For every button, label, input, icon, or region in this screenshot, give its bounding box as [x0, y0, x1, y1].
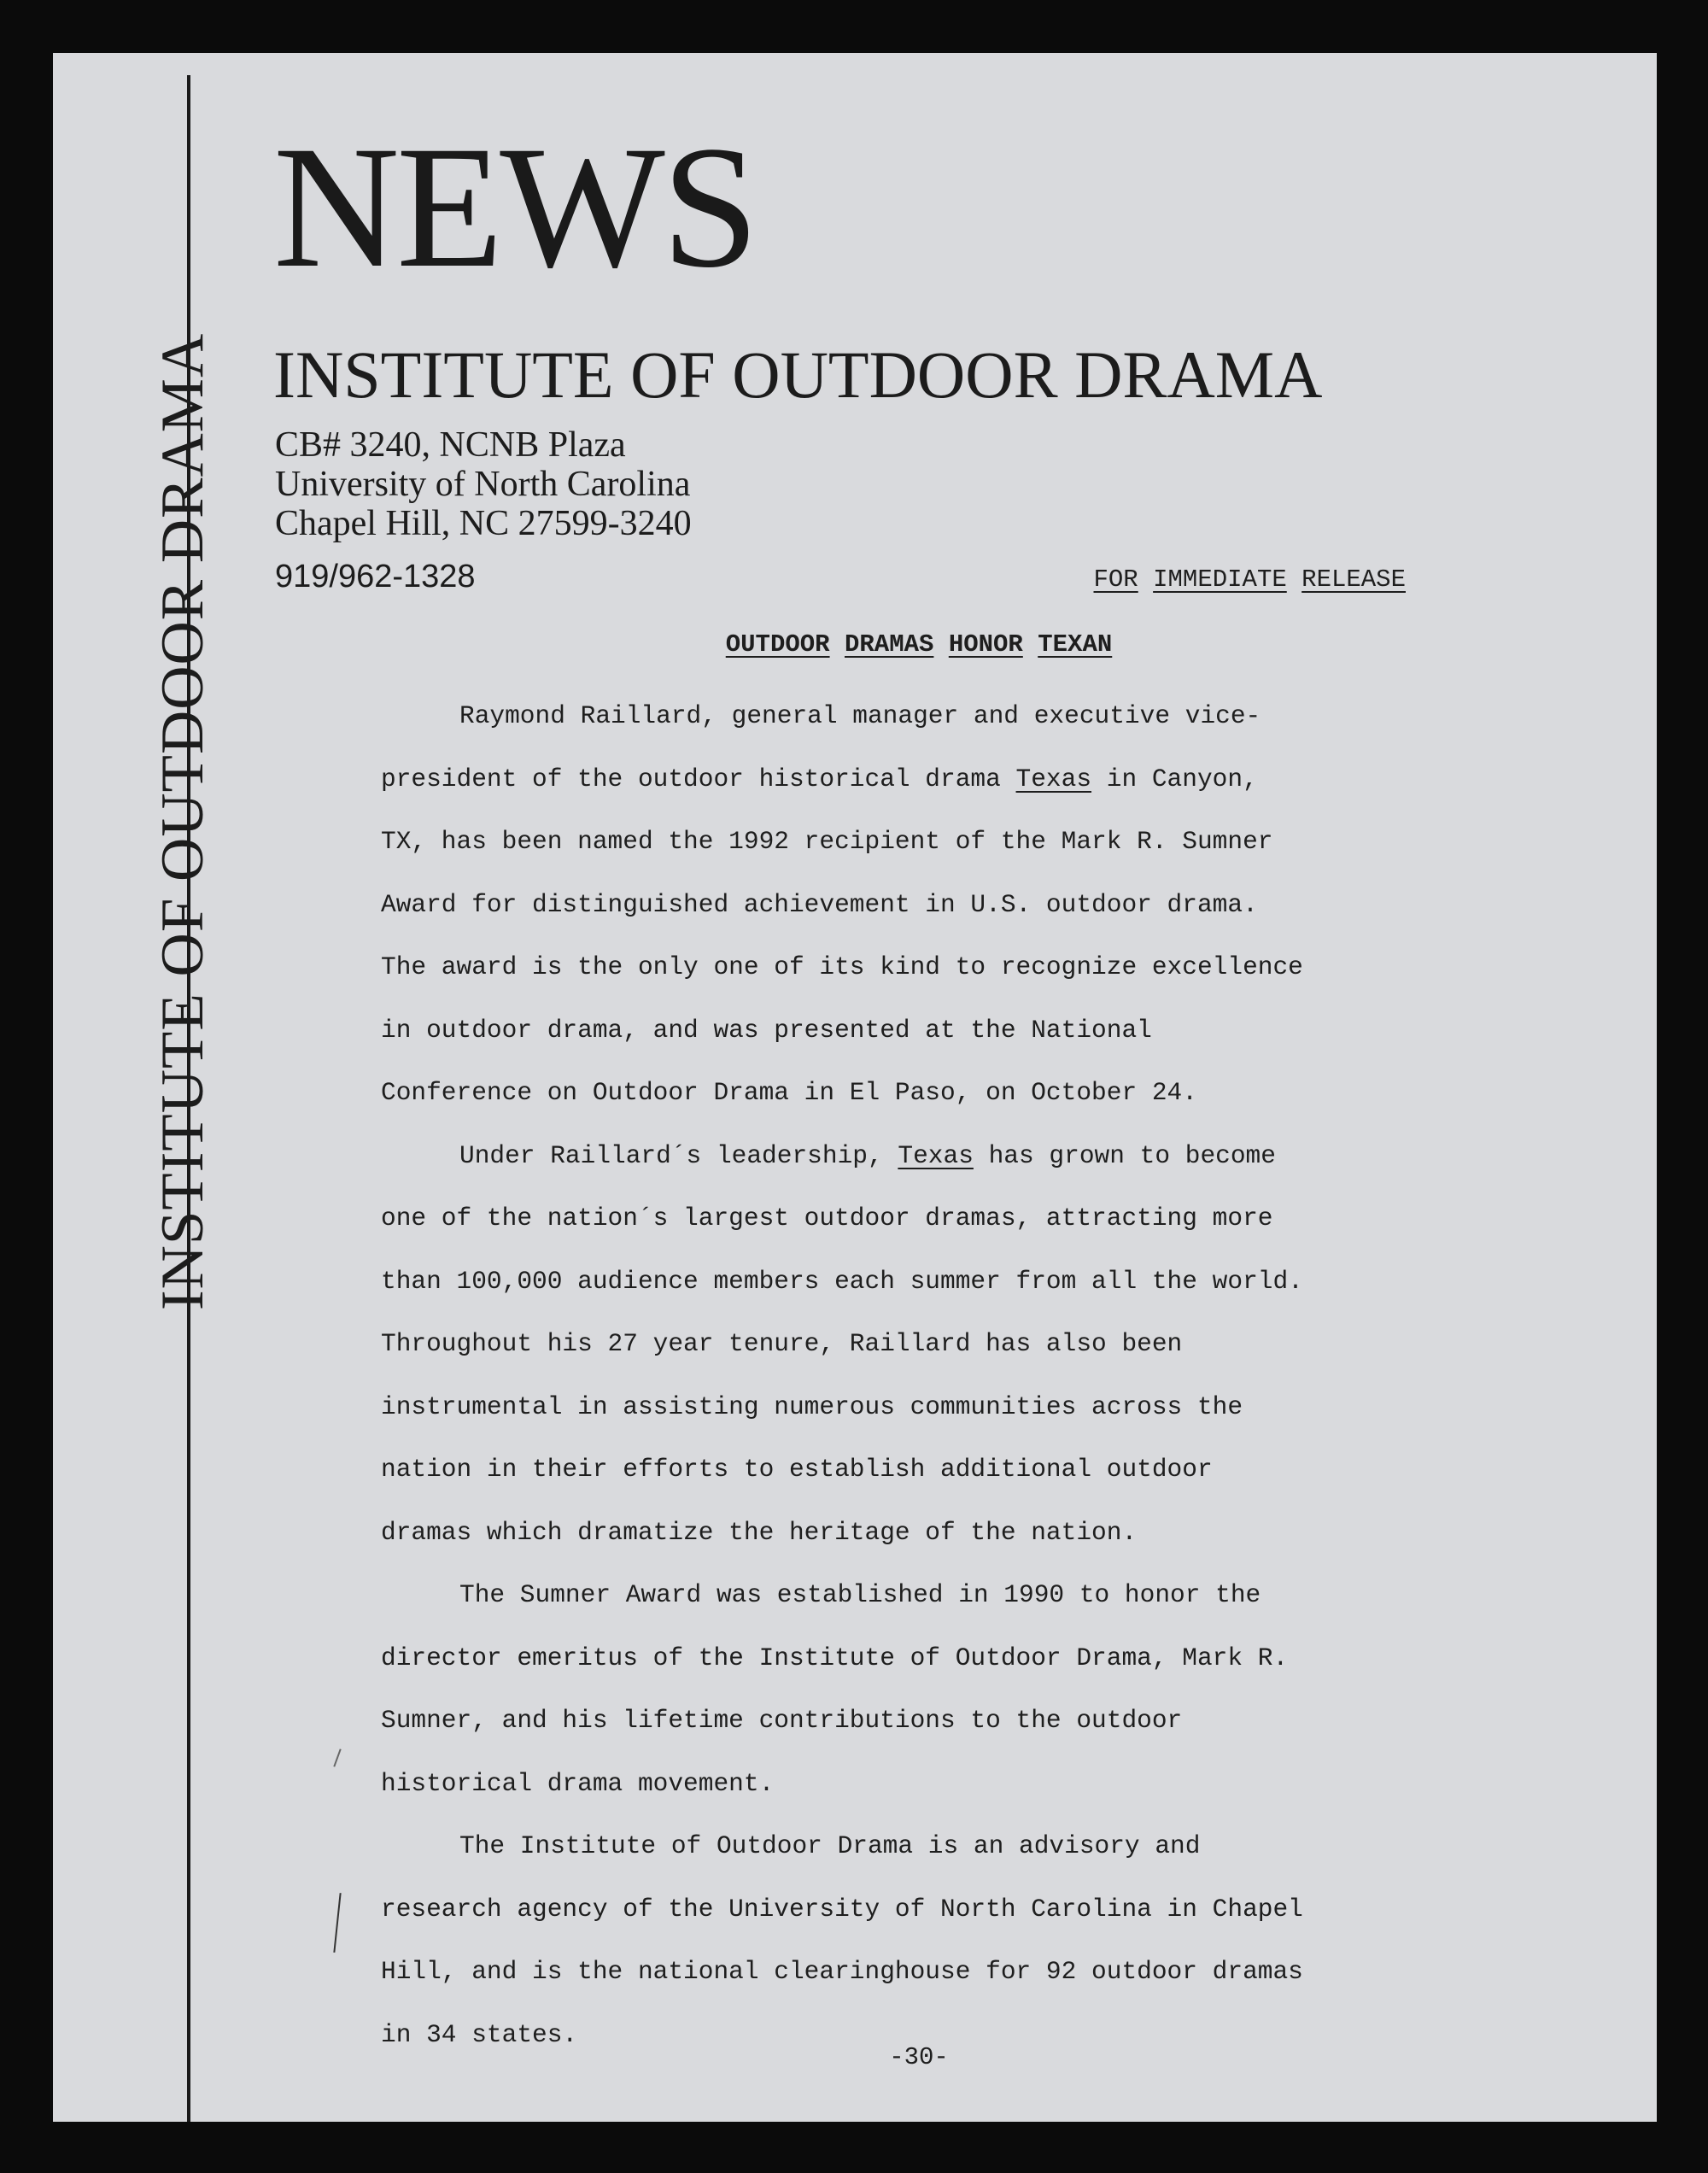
text-line: in outdoor drama, and was presented at the National [381, 1015, 1152, 1045]
text-line: director emeritus of the Institute of Outdoor Drama, Mark R. [381, 1643, 1289, 1672]
text-line: dramas which dramatize the heritage of the nation. [381, 1517, 1138, 1547]
headline-word: DRAMAS [844, 630, 934, 659]
text-segment: in Canyon, [1091, 764, 1258, 794]
text-line: in 34 states. [381, 2019, 578, 2049]
text-line: historical drama movement. [381, 1768, 775, 1798]
text-segment: has grown to become [973, 1140, 1276, 1170]
text-line: TX, has been named the 1992 recipient of the Mark R. Sumner [381, 827, 1273, 856]
text-line [381, 748, 1440, 811]
headline-word: OUTDOOR [725, 630, 830, 659]
end-mark: -30- [889, 2043, 949, 2071]
text-segment: president of the outdoor historical drama [381, 764, 1016, 794]
address-line-1: CB# 3240, NCNB Plaza [275, 425, 626, 465]
text-line: Raymond Raillard, general manager and executive vice- [459, 701, 1261, 730]
release-word: FOR [1093, 565, 1138, 594]
text-line: Hill, and is the national clearinghouse for 92 outdoor dramas [381, 1957, 1303, 1986]
headline [53, 630, 1657, 659]
paragraph-4 [381, 1815, 1440, 2066]
text-line: than 100,000 audience members each summer from all the world. [381, 1266, 1303, 1296]
text-line: nation in their efforts to establish additional outdoor [381, 1455, 1213, 1484]
text-line: Sumner, and his lifetime contributions to the outdoor [381, 1706, 1183, 1735]
text-line: The Institute of Outdoor Drama is an advisory and [459, 1831, 1201, 1860]
address-line-2: University of North Carolina [275, 465, 691, 504]
release-word: IMMEDIATE [1153, 565, 1287, 594]
release-notice [1094, 565, 1407, 594]
text-line: Award for distinguished achievement in U.S. outdoor drama. [381, 889, 1258, 919]
text-line: research agency of the University of North Carolina in Chapel [381, 1894, 1303, 1924]
text-line [381, 1125, 1440, 1188]
text-line: Throughout his 27 year tenure, Raillard has also been [381, 1329, 1183, 1358]
news-release-page [53, 53, 1657, 2122]
org-name: INSTITUTE OF OUTDOOR DRAMA [273, 337, 1323, 412]
text-line: instrumental in assisting numerous communities across the [381, 1391, 1243, 1421]
address-line-3: Chapel Hill, NC 27599-3240 [275, 504, 692, 543]
news-title: NEWS [273, 110, 756, 304]
headline-word: HONOR [948, 630, 1023, 659]
text-line: The award is the only one of its kind to recognize excellence [381, 952, 1303, 981]
text-line: Conference on Outdoor Drama in El Paso, on October 24. [381, 1078, 1197, 1107]
paragraph-3 [381, 1564, 1440, 1815]
phone-number: 919/962-1328 [275, 559, 476, 594]
pen-mark [333, 1748, 341, 1766]
release-word: RELEASE [1301, 565, 1406, 594]
drama-title: Texas [898, 1140, 974, 1170]
side-title: INSTITUTE OF OUTDOOR DRAMA [149, 332, 216, 1310]
article-body [381, 685, 1440, 2066]
text-segment: Under Raillard´s leadership, [459, 1140, 898, 1170]
drama-title: Texas [1015, 764, 1092, 794]
headline-word: TEXAN [1038, 630, 1113, 659]
text-line: The Sumner Award was established in 1990 to honor the [459, 1580, 1261, 1609]
paragraph-2 [381, 1125, 1440, 1565]
pen-mark [333, 1893, 341, 1953]
paragraph-1 [381, 685, 1440, 1125]
text-line: one of the nation´s largest outdoor dramas, attracting more [381, 1204, 1273, 1233]
